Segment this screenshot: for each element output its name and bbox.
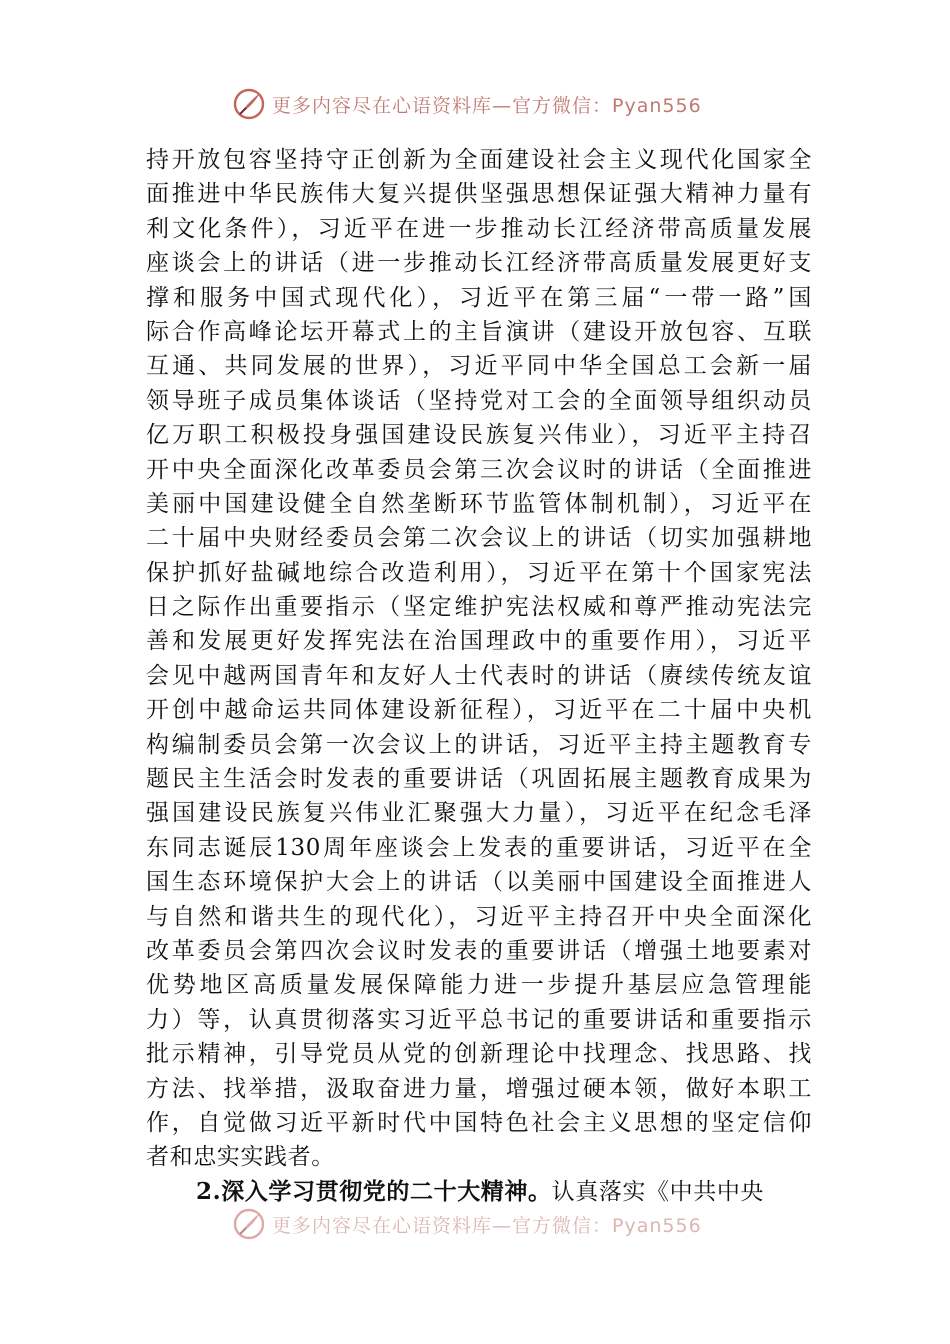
body-line: 会见中越两国青年和友好人士代表时的讲话（赓续传统友谊 — [146, 662, 812, 689]
watermark-text: 更多内容尽在心语资料库—官方微信：Pyan556 — [272, 1214, 702, 1237]
body-line: 保护抓好盐碱地综合改造利用），习近平在第十个国家宪法 — [146, 559, 812, 586]
body-line: 持开放包容坚持守正创新为全面建设社会主义现代化国家全 — [146, 147, 812, 173]
body-line: 撑和服务中国式现代化），习近平在第三届“一带一路”国 — [146, 284, 812, 311]
paragraph-2-text: 认真落实《中共中央 — [551, 1178, 765, 1205]
paragraph-2-first-line — [146, 1175, 812, 1209]
body-line: 面推进中华民族伟大复兴提供坚强思想保证强大精神力量有 — [146, 181, 812, 208]
body-line: 日之际作出重要指示（坚定维护宪法权威和尊严推动宪法完 — [146, 594, 812, 621]
body-line: 善和发展更好发挥宪法在治国理政中的重要作用），习近平 — [146, 628, 812, 655]
body-line: 优势地区高质量发展保障能力进一步提升基层应急管理能 — [146, 972, 812, 999]
body-line: 开中央全面深化改革委员会第三次会议时的讲话（全面推进 — [146, 456, 812, 483]
body-line: 座谈会上的讲话（进一步推动长江经济带高质量发展更好支 — [146, 250, 812, 277]
body-line: 与自然和谐共生的现代化），习近平主持召开中央全面深化 — [146, 903, 812, 930]
document-body — [146, 143, 812, 1209]
body-line: 开创中越命运共同体建设新征程），习近平在二十届中央机 — [146, 697, 812, 724]
watermark-text: 更多内容尽在心语资料库—官方微信：Pyan556 — [272, 94, 702, 117]
body-line: 利文化条件），习近平在进一步推动长江经济带高质量发展 — [146, 215, 812, 242]
body-line: 强国建设民族复兴伟业汇聚强大力量），习近平在纪念毛泽 — [146, 800, 812, 827]
body-line: 二十届中央财经委员会第二次会议上的讲话（切实加强耕地 — [146, 525, 812, 552]
body-line-last: 者和忠实实践者。 — [146, 1144, 335, 1171]
feather-pen-circle-icon — [232, 1207, 266, 1241]
body-line: 批示精神，引导党员从党的创新理论中找理念、找思路、找 — [146, 1041, 812, 1068]
feather-pen-circle-icon — [232, 87, 266, 121]
paragraph-2-heading: 2.深入学习贯彻党的二十大精神。 — [196, 1177, 552, 1205]
body-line: 际合作高峰论坛开幕式上的主旨演讲（建设开放包容、互联 — [146, 318, 812, 345]
footer-watermark — [232, 1206, 702, 1242]
body-line: 作，自觉做习近平新时代中国特色社会主义思想的坚定信仰 — [146, 1109, 812, 1136]
body-line: 题民主生活会时发表的重要讲话（巩固拓展主题教育成果为 — [146, 766, 812, 793]
body-line: 方法、找举措，汲取奋进力量，增强过硬本领，做好本职工 — [146, 1075, 812, 1102]
body-line: 国生态环境保护大会上的讲话（以美丽中国建设全面推进人 — [146, 869, 812, 896]
body-line: 东同志诞辰130周年座谈会上发表的重要讲话，习近平在全 — [146, 834, 812, 861]
body-line: 力）等，认真贯彻落实习近平总书记的重要讲话和重要指示 — [146, 1006, 812, 1033]
body-line: 亿万职工积极投身强国建设民族复兴伟业），习近平主持召 — [146, 422, 812, 449]
body-line: 构编制委员会第一次会议上的讲话，习近平主持主题教育专 — [146, 731, 812, 758]
body-line: 互通、共同发展的世界），习近平同中华全国总工会新一届 — [146, 353, 812, 380]
body-line: 美丽中国建设健全自然垄断环节监管体制机制），习近平在 — [146, 490, 812, 517]
body-line: 改革委员会第四次会议时发表的重要讲话（增强土地要素对 — [146, 937, 812, 964]
header-watermark — [232, 86, 702, 122]
body-line: 领导班子成员集体谈话（坚持党对工会的全面领导组织动员 — [146, 387, 812, 414]
